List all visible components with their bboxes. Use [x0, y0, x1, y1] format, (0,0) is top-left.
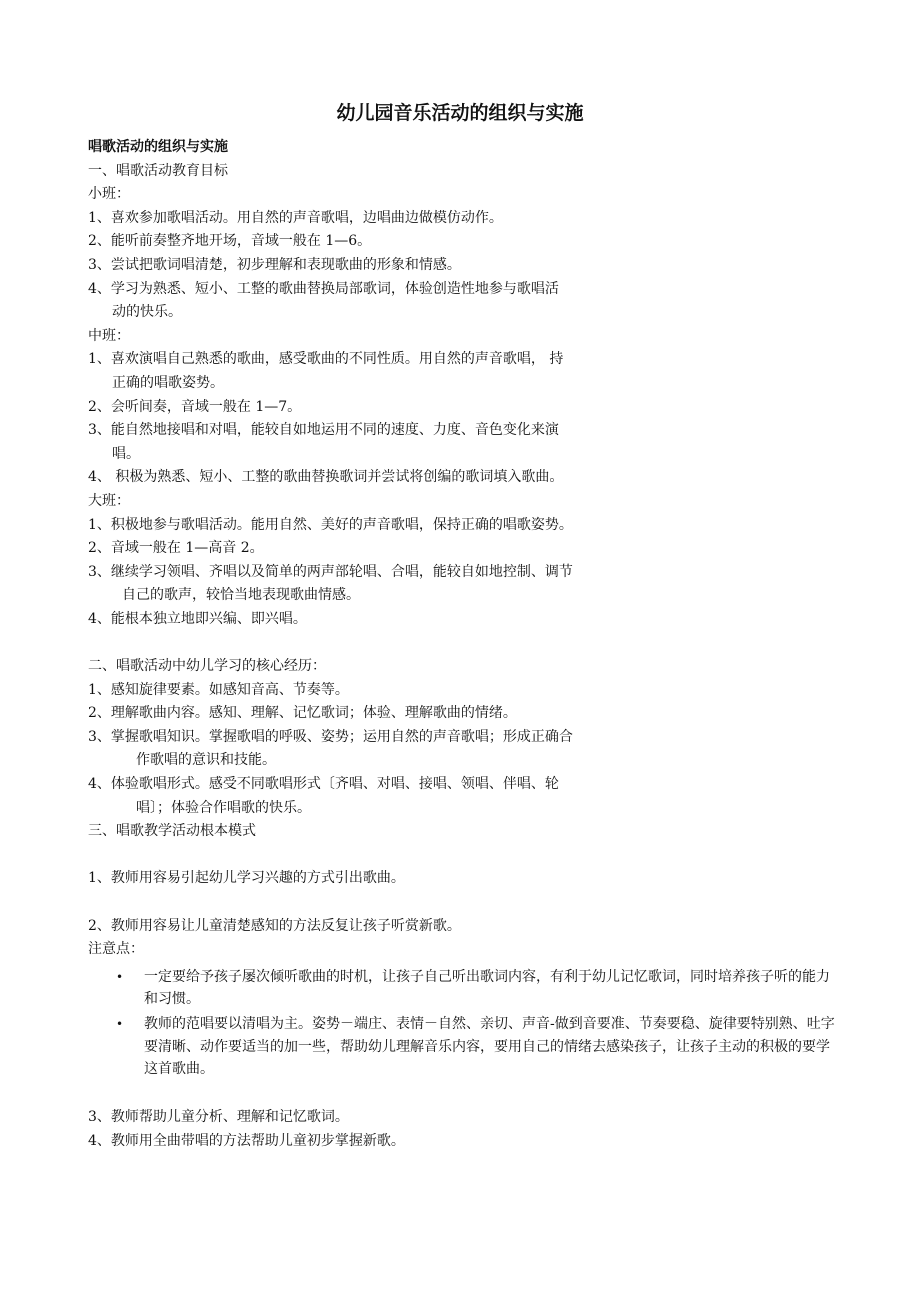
core-exp-4: 4、体验歌唱形式。感受不同歌唱形式〔齐唱、对唱、接唱、领唱、伴唱、轮: [88, 776, 559, 793]
bullet-icon: •: [116, 1016, 124, 1031]
step-4: 4、教师用全曲带唱的方法帮助儿童初步掌握新歌。: [88, 1132, 405, 1149]
notes-list: [88, 966, 840, 1081]
small-class-label: 小班：: [88, 186, 130, 203]
middle-goal-1: 1、喜欢演唱自己熟悉的歌曲，感受歌曲的不同性质。用自然的声音歌唱， 持: [88, 351, 564, 368]
large-goal-3-cont: 自己的歌声，较恰当地表现歌曲情感。: [122, 587, 360, 604]
core-exp-2: 2、理解歌曲内容。感知、理解、记忆歌词；体验、理解歌曲的情绪。: [88, 705, 517, 722]
part3-heading: 三、唱歌教学活动根本模式: [88, 823, 256, 840]
middle-goal-2: 2、会听间奏，音域一般在 1—7。: [88, 398, 302, 415]
large-goal-1: 1、积极地参与歌唱活动。能用自然、美好的声音歌唱，保持正确的唱歌姿势。: [88, 516, 573, 533]
part2-heading: 二、唱歌活动中幼儿学习的核心经历：: [88, 658, 326, 675]
middle-goal-3: 3、能自然地接唱和对唱，能较自如地运用不同的速度、力度、音色变化来演: [88, 422, 559, 439]
notes-label: 注意点：: [88, 941, 144, 958]
note-item: [88, 966, 840, 1011]
spacer: [88, 844, 840, 868]
note-text: 一定要给予孩子屡次倾听歌曲的时机，让孩子自己听出歌词内容，有利于幼儿记忆歌词，同时培养孩子听的能力和习惯。: [144, 968, 830, 1008]
small-goal-3: 3、尝试把歌词唱清楚，初步理解和表现歌曲的形象和情感。: [88, 256, 461, 273]
large-goal-4: 4、能根本独立地即兴编、即兴唱。: [88, 610, 307, 627]
small-goal-4-cont: 动的快乐。: [112, 304, 182, 321]
section-heading: 唱歌活动的组织与实施: [88, 139, 228, 155]
middle-goal-1-cont: 正确的唱歌姿势。: [112, 374, 224, 391]
spacer: [88, 631, 840, 655]
middle-class-label: 中班：: [88, 327, 130, 344]
step-1: 1、教师用容易引起幼儿学习兴趣的方式引出歌曲。: [88, 870, 405, 887]
note-text: 教师的范唱要以清唱为主。姿势－端庄、表情－自然、亲切、声音-做到音要准、节奏要稳、旋律要特别熟、吐字要清晰、动作要适当的加一些，帮助幼儿理解音乐内容，要用自己的情绪去感染孩子，让孩子主动的积极的要学这首歌曲。: [144, 1015, 835, 1078]
small-goal-1: 1、喜欢参加歌唱活动。用自然的声音歌唱，边唱曲边做模仿动作。: [88, 209, 503, 226]
step-3: 3、教师帮助儿童分析、理解和记忆歌词。: [88, 1109, 349, 1126]
document-body: [88, 136, 840, 1154]
spacer: [88, 891, 840, 915]
core-exp-3: 3、掌握歌唱知识。掌握歌唱的呼吸、姿势；运用自然的声音歌唱；形成正确合: [88, 728, 573, 745]
large-goal-2: 2、音域一般在 1—高音 2。: [88, 540, 264, 557]
core-exp-3-cont: 作歌唱的意识和技能。: [136, 752, 276, 769]
part1-heading: 一、唱歌活动教育目标: [88, 162, 228, 179]
bullet-icon: •: [116, 969, 124, 984]
large-goal-3: 3、继续学习领唱、齐唱以及简单的两声部轮唱、合唱，能较自如地控制、调节: [88, 563, 573, 580]
step-2: 2、教师用容易让儿童清楚感知的方法反复让孩子听赏新歌。: [88, 917, 461, 934]
core-exp-1: 1、感知旋律要素。如感知音高、节奏等。: [88, 681, 349, 698]
small-goal-4: 4、学习为熟悉、短小、工整的歌曲替换局部歌词，体验创造性地参与歌唱活: [88, 280, 559, 297]
spacer: [88, 1083, 840, 1107]
note-item: [88, 1013, 840, 1081]
page-title: 幼儿园音乐活动的组织与实施: [336, 102, 584, 124]
core-exp-4-cont: 唱〕；体验合作唱歌的快乐。: [136, 799, 311, 816]
middle-goal-3-cont: 唱。: [112, 445, 140, 462]
middle-goal-4: 4、 积极为熟悉、短小、工整的歌曲替换歌词并尝试将创编的歌词填入歌曲。: [88, 469, 564, 486]
small-goal-2: 2、能听前奏整齐地开场，音域一般在 1—6。: [88, 233, 372, 250]
large-class-label: 大班：: [88, 492, 130, 509]
